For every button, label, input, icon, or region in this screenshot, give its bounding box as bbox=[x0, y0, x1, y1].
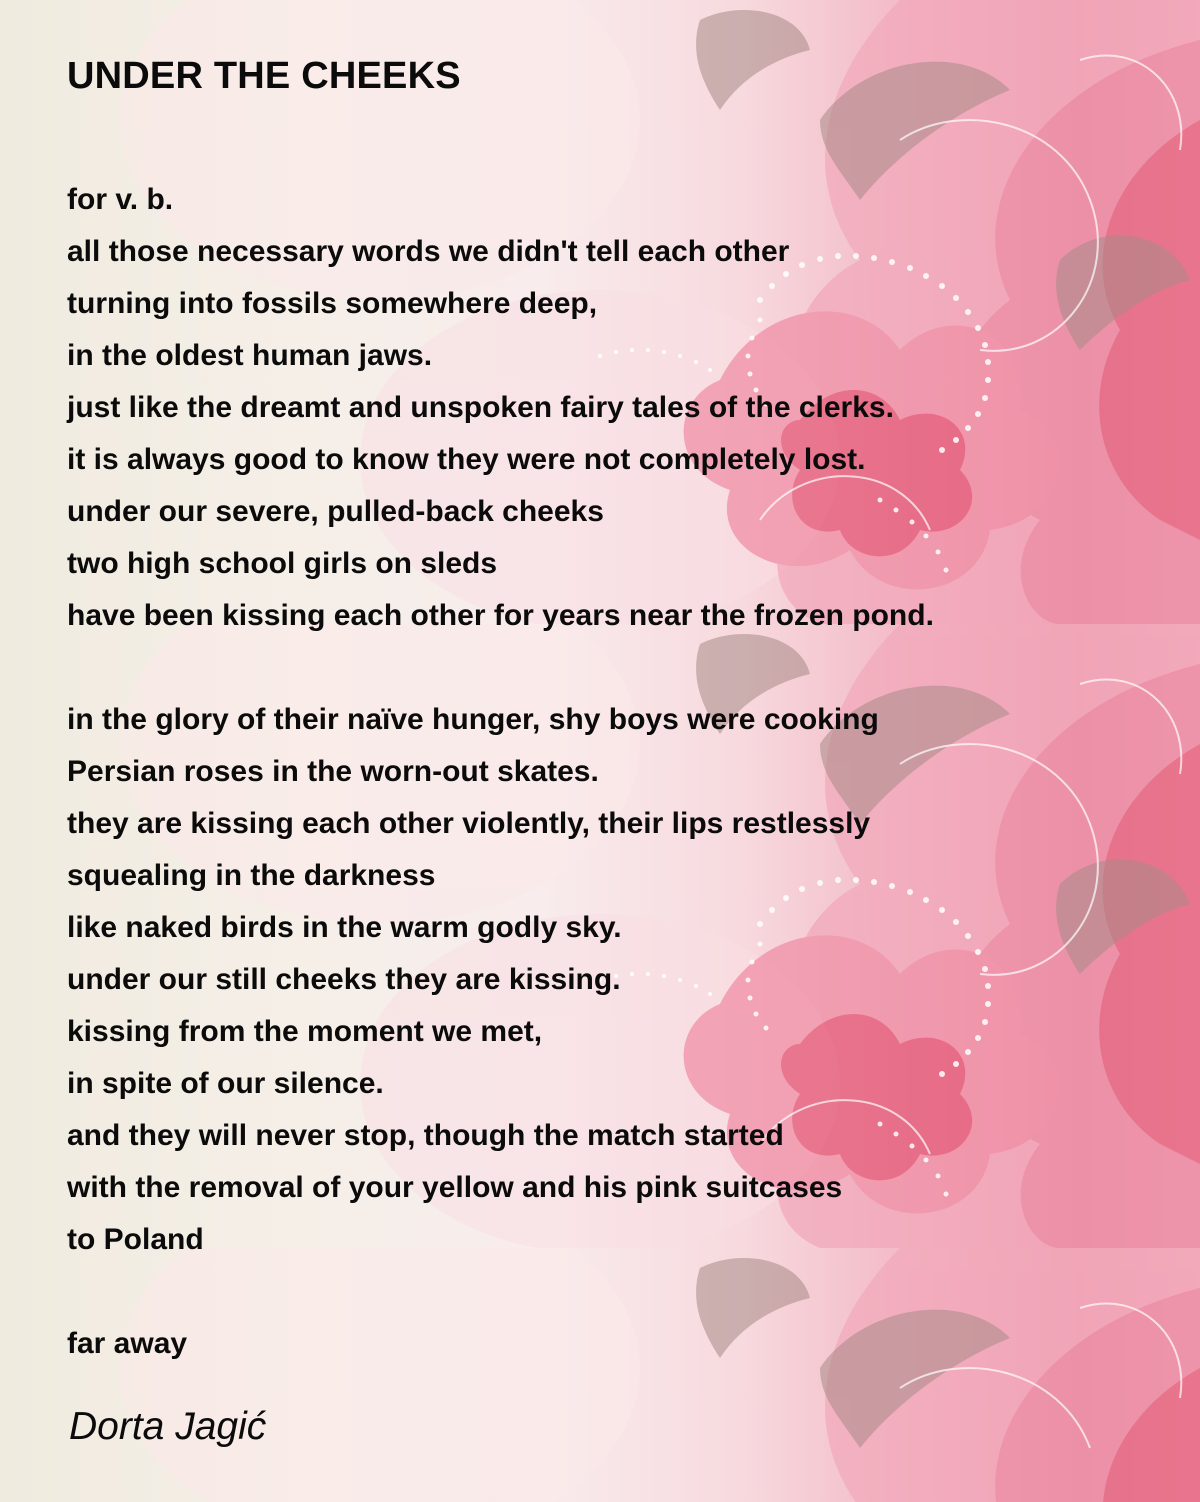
poem-line: in the glory of their naïve hunger, shy boys were cooking bbox=[67, 703, 879, 736]
poem-line: in spite of our silence. bbox=[67, 1067, 384, 1100]
poem-line: kissing from the moment we met, bbox=[67, 1015, 543, 1048]
poem-line: just like the dreamt and unspoken fairy tales of the clerks. bbox=[67, 391, 894, 424]
poem-title: UNDER THE CHEEKS bbox=[67, 55, 461, 97]
poem-line: all those necessary words we didn't tell each other bbox=[67, 235, 790, 268]
stanza-2 bbox=[67, 694, 1127, 1266]
poem-line: have been kissing each other for years near the frozen pond. bbox=[67, 599, 934, 632]
poem-line: and they will never stop, though the match started bbox=[67, 1119, 784, 1152]
poem-line: far away bbox=[67, 1327, 188, 1360]
poem-author: Dorta Jagić bbox=[69, 1405, 267, 1448]
poem-line: with the removal of your yellow and his pink suitcases bbox=[67, 1171, 843, 1204]
poem-line: squealing in the darkness bbox=[67, 859, 436, 892]
stanza-1 bbox=[67, 174, 1127, 642]
poem-line: for v. b. bbox=[67, 183, 174, 216]
poem-line: like naked birds in the warm godly sky. bbox=[67, 911, 622, 944]
poem-line: it is always good to know they were not completely lost. bbox=[67, 443, 866, 476]
poem-line: in the oldest human jaws. bbox=[67, 339, 433, 372]
poem-line: under our still cheeks they are kissing. bbox=[67, 963, 621, 996]
poem-line: Persian roses in the worn-out skates. bbox=[67, 755, 599, 788]
poem-line: to Poland bbox=[67, 1223, 204, 1256]
poem-line: they are kissing each other violently, their lips restlessly bbox=[67, 807, 871, 840]
poem bbox=[67, 52, 1127, 1370]
poem-line: two high school girls on sleds bbox=[67, 547, 498, 580]
stanza-3 bbox=[67, 1318, 1127, 1370]
poem-line: under our severe, pulled-back cheeks bbox=[67, 495, 604, 528]
poem-line: turning into fossils somewhere deep, bbox=[67, 287, 598, 320]
